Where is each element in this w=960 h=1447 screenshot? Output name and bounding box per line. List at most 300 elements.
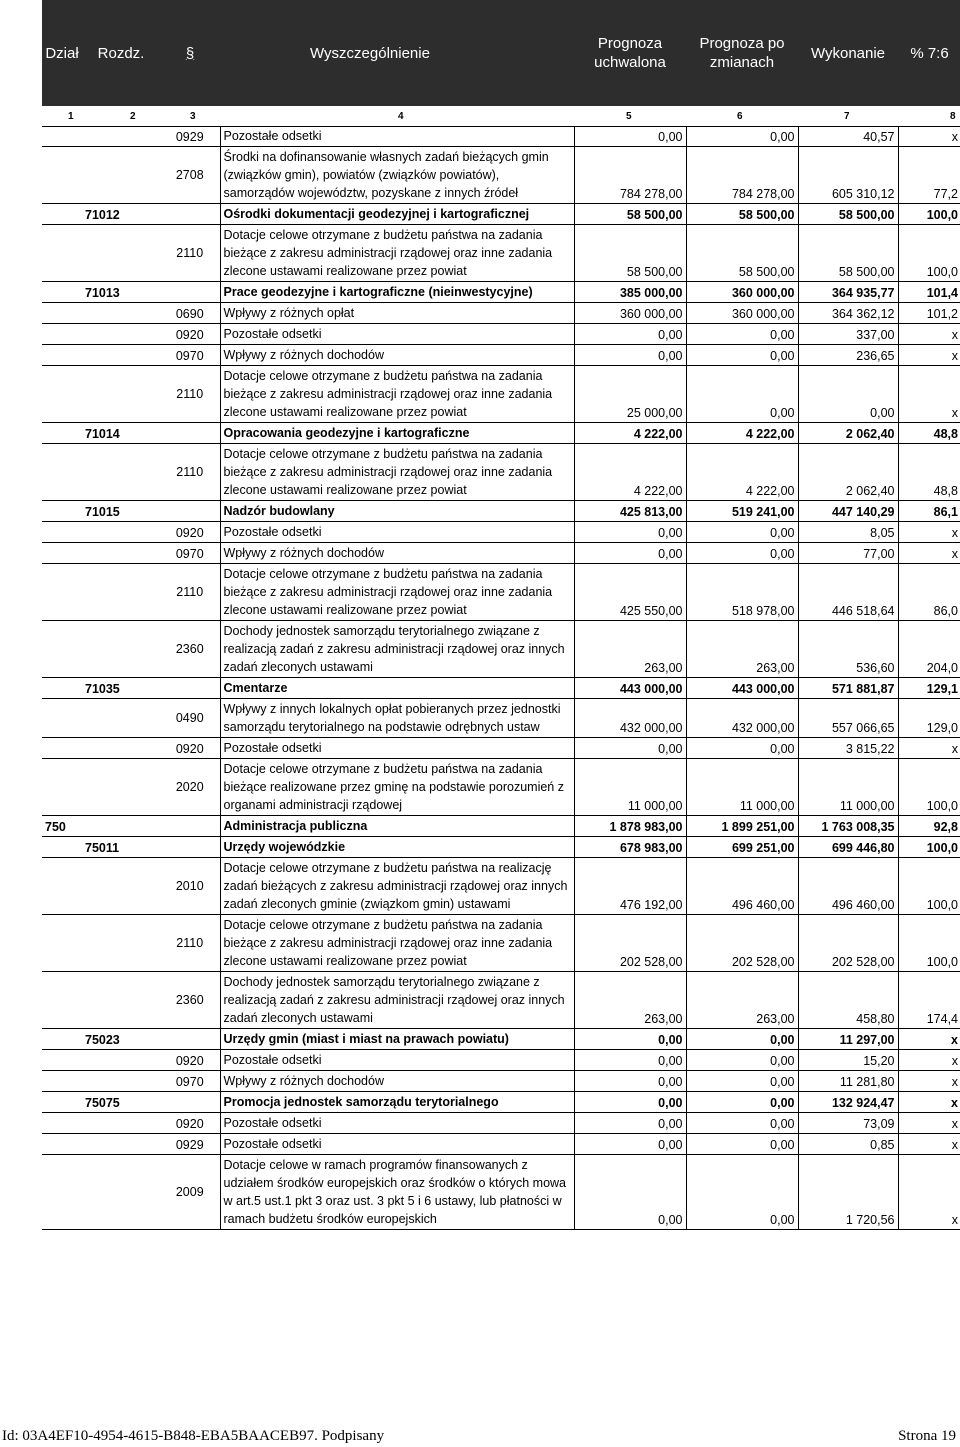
table-row [42, 501, 960, 522]
cell-rozdzial: 75011 [82, 837, 160, 858]
table-row [42, 1050, 960, 1071]
cell-wykonanie: 236,65 [798, 345, 898, 366]
cell-paragraf [160, 282, 220, 303]
cell-procent: 77,2 [898, 147, 960, 204]
cell-description: Wpływy z różnych dochodów [220, 345, 574, 366]
cell-dzial [42, 1092, 82, 1113]
cell-dzial [42, 1071, 82, 1092]
cell-prognoza-uchwalona: 202 528,00 [574, 915, 686, 972]
column-number: 4 [398, 111, 404, 122]
cell-procent: 100,0 [898, 225, 960, 282]
table-row [42, 1029, 960, 1050]
cell-wykonanie: 1 720,56 [798, 1155, 898, 1230]
cell-wykonanie: 447 140,29 [798, 501, 898, 522]
cell-rozdzial [82, 759, 160, 816]
cell-wykonanie: 132 924,47 [798, 1092, 898, 1113]
cell-paragraf: 0690 [160, 303, 220, 324]
cell-prognoza-po-zmianach: 0,00 [686, 522, 798, 543]
cell-procent: x [898, 1113, 960, 1134]
cell-paragraf [160, 1029, 220, 1050]
cell-prognoza-uchwalona: 0,00 [574, 1134, 686, 1155]
cell-prognoza-po-zmianach: 58 500,00 [686, 225, 798, 282]
cell-description: Dotacje celowe otrzymane z budżetu państwa na realizację zadań bieżących z zakresu administracji rządowej oraz innych zadań zleconych gminie (związkom gmin) ustawami [220, 858, 574, 915]
table-row [42, 324, 960, 345]
cell-rozdzial: 71035 [82, 678, 160, 699]
cell-wykonanie: 337,00 [798, 324, 898, 345]
column-number: 5 [626, 111, 632, 122]
cell-wykonanie: 364 362,12 [798, 303, 898, 324]
cell-paragraf [160, 816, 220, 837]
table-row [42, 858, 960, 915]
cell-prognoza-po-zmianach: 11 000,00 [686, 759, 798, 816]
cell-dzial: 750 [42, 816, 82, 837]
cell-dzial [42, 147, 82, 204]
header-wyszczegolnienie: Wyszczególnienie [310, 44, 430, 62]
cell-prognoza-uchwalona: 678 983,00 [574, 837, 686, 858]
table-row [42, 621, 960, 678]
table-row [42, 522, 960, 543]
cell-description: Ośrodki dokumentacji geodezyjnej i kartograficznej [220, 204, 574, 225]
column-number: 1 [68, 111, 74, 122]
cell-dzial [42, 678, 82, 699]
table-row [42, 225, 960, 282]
cell-prognoza-po-zmianach: 0,00 [686, 366, 798, 423]
cell-paragraf: 2708 [160, 147, 220, 204]
cell-procent: x [898, 1155, 960, 1230]
cell-procent: x [898, 1092, 960, 1113]
cell-procent: 101,4 [898, 282, 960, 303]
table-row [42, 303, 960, 324]
cell-prognoza-po-zmianach: 0,00 [686, 1092, 798, 1113]
table-row [42, 759, 960, 816]
cell-description: Pozostałe odsetki [220, 738, 574, 759]
cell-rozdzial [82, 1071, 160, 1092]
cell-paragraf: 2009 [160, 1155, 220, 1230]
cell-wykonanie: 58 500,00 [798, 204, 898, 225]
cell-prognoza-uchwalona: 0,00 [574, 738, 686, 759]
cell-rozdzial [82, 564, 160, 621]
cell-wykonanie: 73,09 [798, 1113, 898, 1134]
table-row [42, 543, 960, 564]
cell-prognoza-uchwalona: 432 000,00 [574, 699, 686, 738]
cell-prognoza-uchwalona: 360 000,00 [574, 303, 686, 324]
cell-description: Pozostałe odsetki [220, 1050, 574, 1071]
cell-description: Dotacje celowe w ramach programów finansowanych z udziałem środków europejskich oraz środków o których mowa w art.5 ust.1 pkt 3 oraz ust. 3 pkt 5 i 6 ustawy, lub płatności w ramach budżetu środków europejskich [220, 1155, 574, 1230]
table-row [42, 1092, 960, 1113]
table-row [42, 915, 960, 972]
cell-prognoza-po-zmianach: 0,00 [686, 126, 798, 147]
header-prognoza-uchwalona: Prognoza uchwalona [594, 35, 666, 71]
cell-description: Dotacje celowe otrzymane z budżetu państwa na zadania bieżące z zakresu administracji rządowej oraz inne zadania zlecone ustawami realizowane przez powiat [220, 915, 574, 972]
cell-paragraf [160, 678, 220, 699]
cell-rozdzial [82, 543, 160, 564]
cell-description: Urzędy wojewódzkie [220, 837, 574, 858]
cell-prognoza-uchwalona: 443 000,00 [574, 678, 686, 699]
table-row [42, 126, 960, 147]
cell-wykonanie: 699 446,80 [798, 837, 898, 858]
cell-description: Pozostałe odsetki [220, 1113, 574, 1134]
cell-description: Pozostałe odsetki [220, 522, 574, 543]
cell-paragraf: 0929 [160, 126, 220, 147]
cell-paragraf: 0970 [160, 1071, 220, 1092]
cell-paragraf: 0920 [160, 738, 220, 759]
cell-procent: 204,0 [898, 621, 960, 678]
cell-description: Cmentarze [220, 678, 574, 699]
cell-description: Dotacje celowe otrzymane z budżetu państwa na zadania bieżące z zakresu administracji rządowej oraz inne zadania zlecone ustawami realizowane przez powiat [220, 366, 574, 423]
cell-prognoza-uchwalona: 0,00 [574, 522, 686, 543]
table-row [42, 816, 960, 837]
cell-prognoza-uchwalona: 0,00 [574, 1113, 686, 1134]
cell-description: Prace geodezyjne i kartograficzne (nieinwestycyjne) [220, 282, 574, 303]
cell-prognoza-po-zmianach: 0,00 [686, 324, 798, 345]
cell-dzial [42, 345, 82, 366]
cell-prognoza-uchwalona: 25 000,00 [574, 366, 686, 423]
cell-description: Pozostałe odsetki [220, 324, 574, 345]
cell-prognoza-uchwalona: 425 550,00 [574, 564, 686, 621]
cell-dzial [42, 621, 82, 678]
cell-paragraf: 0970 [160, 345, 220, 366]
cell-prognoza-po-zmianach: 0,00 [686, 1071, 798, 1092]
cell-dzial [42, 972, 82, 1029]
cell-description: Dochody jednostek samorządu terytorialnego związane z realizacją zadań z zakresu administracji rządowej oraz innych zadań zleconych ustawami [220, 972, 574, 1029]
cell-procent: x [898, 324, 960, 345]
cell-prognoza-po-zmianach: 784 278,00 [686, 147, 798, 204]
column-number: 7 [844, 111, 850, 122]
cell-prognoza-uchwalona: 1 878 983,00 [574, 816, 686, 837]
table-row [42, 972, 960, 1029]
cell-paragraf [160, 204, 220, 225]
cell-wykonanie: 571 881,87 [798, 678, 898, 699]
cell-prognoza-uchwalona: 0,00 [574, 1050, 686, 1071]
cell-description: Dotacje celowe otrzymane z budżetu państwa na zadania bieżące z zakresu administracji rządowej oraz inne zadania zlecone ustawami realizowane przez powiat [220, 564, 574, 621]
column-number: 2 [130, 111, 136, 122]
cell-paragraf: 0920 [160, 324, 220, 345]
cell-prognoza-uchwalona: 263,00 [574, 972, 686, 1029]
cell-prognoza-po-zmianach: 4 222,00 [686, 444, 798, 501]
cell-procent: x [898, 738, 960, 759]
column-number-row [42, 106, 960, 127]
cell-prognoza-uchwalona: 425 813,00 [574, 501, 686, 522]
cell-procent: 174,4 [898, 972, 960, 1029]
cell-wykonanie: 11 000,00 [798, 759, 898, 816]
cell-paragraf: 2010 [160, 858, 220, 915]
cell-paragraf: 0929 [160, 1134, 220, 1155]
cell-wykonanie: 458,80 [798, 972, 898, 1029]
cell-paragraf: 2020 [160, 759, 220, 816]
cell-rozdzial [82, 621, 160, 678]
header-procent: % 7:6 [910, 44, 949, 62]
cell-procent: 100,0 [898, 837, 960, 858]
table-body [42, 126, 960, 1230]
cell-wykonanie: 11 281,80 [798, 1071, 898, 1092]
cell-procent: 92,8 [898, 816, 960, 837]
cell-procent: 48,8 [898, 444, 960, 501]
cell-wykonanie: 202 528,00 [798, 915, 898, 972]
cell-wykonanie: 557 066,65 [798, 699, 898, 738]
cell-description: Nadzór budowlany [220, 501, 574, 522]
cell-prognoza-po-zmianach: 519 241,00 [686, 501, 798, 522]
cell-prognoza-uchwalona: 11 000,00 [574, 759, 686, 816]
cell-prognoza-po-zmianach: 496 460,00 [686, 858, 798, 915]
cell-prognoza-uchwalona: 0,00 [574, 324, 686, 345]
table-row [42, 738, 960, 759]
column-number: 8 [950, 111, 956, 122]
cell-wykonanie: 40,57 [798, 126, 898, 147]
cell-dzial [42, 1029, 82, 1050]
cell-description: Opracowania geodezyjne i kartograficzne [220, 423, 574, 444]
cell-procent: 129,1 [898, 678, 960, 699]
cell-description: Wpływy z różnych opłat [220, 303, 574, 324]
cell-description: Urzędy gmin (miast i miast na prawach powiatu) [220, 1029, 574, 1050]
cell-rozdzial [82, 972, 160, 1029]
cell-rozdzial [82, 444, 160, 501]
cell-wykonanie: 0,00 [798, 366, 898, 423]
cell-dzial [42, 423, 82, 444]
budget-table [42, 126, 960, 1230]
cell-prognoza-po-zmianach: 263,00 [686, 621, 798, 678]
cell-dzial [42, 699, 82, 738]
cell-paragraf: 2110 [160, 366, 220, 423]
cell-dzial [42, 225, 82, 282]
table-row [42, 282, 960, 303]
header-wykonanie: Wykonanie [810, 44, 886, 62]
header-paragraph: § [185, 44, 195, 62]
cell-rozdzial [82, 366, 160, 423]
cell-prognoza-uchwalona: 4 222,00 [574, 423, 686, 444]
cell-prognoza-po-zmianach: 0,00 [686, 1029, 798, 1050]
cell-wykonanie: 0,85 [798, 1134, 898, 1155]
cell-rozdzial [82, 522, 160, 543]
cell-rozdzial: 71014 [82, 423, 160, 444]
cell-rozdzial: 75075 [82, 1092, 160, 1113]
cell-paragraf [160, 501, 220, 522]
cell-prognoza-uchwalona: 58 500,00 [574, 225, 686, 282]
cell-wykonanie: 605 310,12 [798, 147, 898, 204]
cell-rozdzial [82, 1134, 160, 1155]
cell-dzial [42, 444, 82, 501]
cell-paragraf: 2110 [160, 225, 220, 282]
cell-rozdzial: 71012 [82, 204, 160, 225]
table-row [42, 699, 960, 738]
cell-description: Pozostałe odsetki [220, 126, 574, 147]
cell-procent: 48,8 [898, 423, 960, 444]
cell-paragraf [160, 837, 220, 858]
cell-prognoza-uchwalona: 784 278,00 [574, 147, 686, 204]
cell-rozdzial [82, 816, 160, 837]
cell-rozdzial [82, 699, 160, 738]
cell-procent: x [898, 1071, 960, 1092]
cell-prognoza-po-zmianach: 443 000,00 [686, 678, 798, 699]
cell-prognoza-po-zmianach: 202 528,00 [686, 915, 798, 972]
cell-prognoza-uchwalona: 0,00 [574, 1071, 686, 1092]
cell-rozdzial [82, 147, 160, 204]
cell-description: Dotacje celowe otrzymane z budżetu państwa na zadania bieżące realizowane przez gminę na podstawie porozumień z organami administracji rządowej [220, 759, 574, 816]
cell-rozdzial [82, 1155, 160, 1230]
cell-procent: x [898, 1134, 960, 1155]
cell-prognoza-uchwalona: 58 500,00 [574, 204, 686, 225]
cell-prognoza-uchwalona: 0,00 [574, 543, 686, 564]
cell-prognoza-po-zmianach: 699 251,00 [686, 837, 798, 858]
cell-rozdzial [82, 915, 160, 972]
cell-prognoza-uchwalona: 476 192,00 [574, 858, 686, 915]
cell-rozdzial [82, 303, 160, 324]
column-number: 3 [190, 111, 196, 122]
cell-wykonanie: 8,05 [798, 522, 898, 543]
cell-prognoza-uchwalona: 0,00 [574, 1155, 686, 1230]
cell-description: Wpływy z innych lokalnych opłat pobieranych przez jednostki samorządu terytorialnego na podstawie odrębnych ustaw [220, 699, 574, 738]
table-header [42, 0, 960, 106]
cell-rozdzial [82, 738, 160, 759]
cell-prognoza-uchwalona: 0,00 [574, 1092, 686, 1113]
cell-wykonanie: 446 518,64 [798, 564, 898, 621]
cell-dzial [42, 522, 82, 543]
table-row [42, 423, 960, 444]
cell-procent: x [898, 543, 960, 564]
cell-dzial [42, 1113, 82, 1134]
cell-prognoza-uchwalona: 263,00 [574, 621, 686, 678]
cell-prognoza-po-zmianach: 0,00 [686, 1134, 798, 1155]
cell-procent: 86,0 [898, 564, 960, 621]
cell-rozdzial: 75023 [82, 1029, 160, 1050]
table-row [42, 564, 960, 621]
cell-prognoza-po-zmianach: 518 978,00 [686, 564, 798, 621]
cell-procent: x [898, 522, 960, 543]
cell-rozdzial [82, 858, 160, 915]
cell-prognoza-uchwalona: 0,00 [574, 1029, 686, 1050]
cell-prognoza-uchwalona: 0,00 [574, 345, 686, 366]
cell-prognoza-po-zmianach: 263,00 [686, 972, 798, 1029]
cell-dzial [42, 759, 82, 816]
cell-prognoza-po-zmianach: 432 000,00 [686, 699, 798, 738]
table-row [42, 1134, 960, 1155]
cell-dzial [42, 282, 82, 303]
cell-procent: x [898, 345, 960, 366]
cell-dzial [42, 564, 82, 621]
table-row [42, 147, 960, 204]
cell-rozdzial [82, 1113, 160, 1134]
table-row [42, 345, 960, 366]
cell-description: Promocja jednostek samorządu terytorialnego [220, 1092, 574, 1113]
cell-dzial [42, 366, 82, 423]
cell-prognoza-po-zmianach: 0,00 [686, 345, 798, 366]
cell-rozdzial [82, 345, 160, 366]
cell-dzial [42, 501, 82, 522]
cell-wykonanie: 364 935,77 [798, 282, 898, 303]
cell-description: Wpływy z różnych dochodów [220, 543, 574, 564]
cell-paragraf: 0970 [160, 543, 220, 564]
cell-prognoza-po-zmianach: 0,00 [686, 1050, 798, 1071]
cell-paragraf: 2110 [160, 915, 220, 972]
cell-procent: 101,2 [898, 303, 960, 324]
cell-description: Dochody jednostek samorządu terytorialnego związane z realizacją zadań z zakresu administracji rządowej oraz innych zadań zleconych ustawami [220, 621, 574, 678]
cell-prognoza-po-zmianach: 360 000,00 [686, 303, 798, 324]
page-footer [0, 1426, 960, 1447]
cell-procent: x [898, 1029, 960, 1050]
cell-rozdzial [82, 324, 160, 345]
header-prognoza-po-zmianach: Prognoza po zmianach [699, 35, 785, 71]
cell-dzial [42, 915, 82, 972]
cell-paragraf: 0920 [160, 522, 220, 543]
table-row [42, 1155, 960, 1230]
header-dzial: Dział [45, 44, 79, 62]
cell-dzial [42, 858, 82, 915]
cell-procent: x [898, 366, 960, 423]
cell-prognoza-po-zmianach: 0,00 [686, 738, 798, 759]
page-number: Strona 19 [898, 1428, 956, 1444]
table-row [42, 1071, 960, 1092]
cell-wykonanie: 1 763 008,35 [798, 816, 898, 837]
cell-procent: 100,0 [898, 858, 960, 915]
cell-dzial [42, 1155, 82, 1230]
cell-procent: x [898, 126, 960, 147]
header-rozdz: Rozdz. [97, 44, 145, 62]
cell-description: Dotacje celowe otrzymane z budżetu państwa na zadania bieżące z zakresu administracji rządowej oraz inne zadania zlecone ustawami realizowane przez powiat [220, 225, 574, 282]
table-row [42, 204, 960, 225]
cell-dzial [42, 303, 82, 324]
cell-dzial [42, 1134, 82, 1155]
cell-paragraf [160, 423, 220, 444]
cell-wykonanie: 15,20 [798, 1050, 898, 1071]
table-row [42, 1113, 960, 1134]
cell-description: Dotacje celowe otrzymane z budżetu państwa na zadania bieżące z zakresu administracji rządowej oraz inne zadania zlecone ustawami realizowane przez powiat [220, 444, 574, 501]
cell-paragraf: 2360 [160, 972, 220, 1029]
cell-paragraf: 2110 [160, 444, 220, 501]
cell-prognoza-uchwalona: 4 222,00 [574, 444, 686, 501]
cell-rozdzial: 71015 [82, 501, 160, 522]
column-number: 6 [737, 111, 743, 122]
cell-dzial [42, 543, 82, 564]
cell-paragraf: 2360 [160, 621, 220, 678]
cell-prognoza-uchwalona: 0,00 [574, 126, 686, 147]
cell-wykonanie: 58 500,00 [798, 225, 898, 282]
cell-dzial [42, 738, 82, 759]
cell-dzial [42, 837, 82, 858]
cell-dzial [42, 126, 82, 147]
document-id: Id: 03A4EF10-4954-4615-B848-EBA5BAACEB97. Podpisany [2, 1428, 385, 1444]
cell-dzial [42, 204, 82, 225]
table-row [42, 444, 960, 501]
cell-wykonanie: 77,00 [798, 543, 898, 564]
cell-procent: 100,0 [898, 915, 960, 972]
cell-prognoza-po-zmianach: 0,00 [686, 543, 798, 564]
cell-description: Środki na dofinansowanie własnych zadań bieżących gmin (związków gmin), powiatów (związków powiatów), samorządów województw, pozyskane z innych źródeł [220, 147, 574, 204]
cell-dzial [42, 324, 82, 345]
cell-procent: 86,1 [898, 501, 960, 522]
cell-wykonanie: 2 062,40 [798, 444, 898, 501]
cell-wykonanie: 3 815,22 [798, 738, 898, 759]
cell-procent: 129,0 [898, 699, 960, 738]
cell-prognoza-po-zmianach: 1 899 251,00 [686, 816, 798, 837]
cell-rozdzial [82, 225, 160, 282]
cell-wykonanie: 496 460,00 [798, 858, 898, 915]
cell-prognoza-po-zmianach: 58 500,00 [686, 204, 798, 225]
cell-wykonanie: 536,60 [798, 621, 898, 678]
cell-paragraf: 0490 [160, 699, 220, 738]
cell-paragraf [160, 1092, 220, 1113]
cell-paragraf: 0920 [160, 1050, 220, 1071]
cell-procent: x [898, 1050, 960, 1071]
cell-description: Administracja publiczna [220, 816, 574, 837]
cell-procent: 100,0 [898, 759, 960, 816]
table-row [42, 837, 960, 858]
cell-dzial [42, 1050, 82, 1071]
cell-rozdzial [82, 1050, 160, 1071]
cell-procent: 100,0 [898, 204, 960, 225]
cell-prognoza-po-zmianach: 0,00 [686, 1113, 798, 1134]
cell-prognoza-po-zmianach: 4 222,00 [686, 423, 798, 444]
cell-wykonanie: 11 297,00 [798, 1029, 898, 1050]
cell-rozdzial: 71013 [82, 282, 160, 303]
